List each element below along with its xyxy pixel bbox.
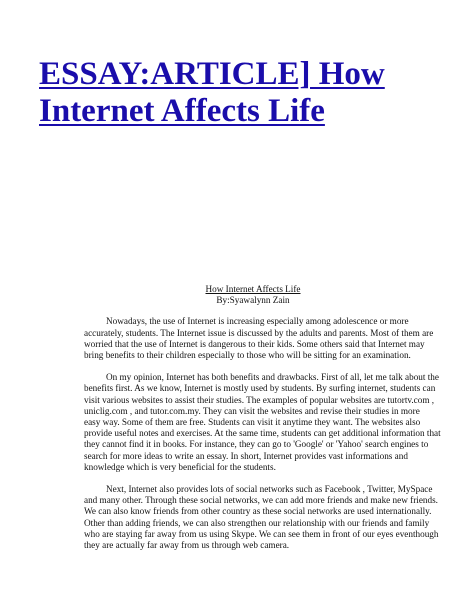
document-byline: By:Syawalynn Zain (216, 295, 290, 306)
document-title: How Internet Affects Life (205, 284, 301, 294)
paragraph-line: uniclig.com , and tutor.com.my. They can visit the websites and revise their studies in more (84, 405, 420, 416)
article-headline (39, 56, 459, 130)
paragraph-line: easy way. Some of them are free. Students can visit it anytime they want. The websites also (84, 417, 421, 428)
paragraph-line: search for more ideas to write an essay. In short, Internet provides vast informations and (84, 450, 408, 461)
headline-line-2: Internet Affects Life (39, 93, 325, 129)
headline-link[interactable] (39, 56, 459, 130)
paragraph-line: On my opinion, Internet has both benefits and drawbacks. First of all, let me talk about the (106, 372, 439, 383)
paragraph-line: provide useful notes and exercises. At the same time, students can get additional information that (84, 428, 441, 439)
document-header (84, 284, 422, 306)
headline-line-1: ESSAY:ARTICLE] How (39, 56, 385, 92)
paragraph-line: Next, Internet also provides lots of social networks such as Facebook , Twitter, MySpace (106, 484, 433, 495)
paragraph-line: worried that the use of Internet is dangerous to their kids. Some others said that Internet may (84, 338, 425, 349)
document-body (84, 284, 441, 562)
paragraph-1 (84, 316, 434, 361)
paragraph-line: Nowadays, the use of Internet is increasing especially among adolescence or more (106, 316, 409, 327)
paragraph-line: knowledge which is very beneficial for the students. (84, 461, 276, 472)
paragraph-line: We can also know friends from other country as these social networks are used internationally. (84, 506, 432, 517)
paragraph-line: benefits first. As we know, Internet is mostly used by students. By surfing internet, students can (84, 383, 436, 394)
paragraph-line: who are staying far away from us using Skype. We can see them in front of our eyes eventhough (84, 528, 439, 539)
paragraph-line: accurately, students. The Internet issue is discussed by the adults and parents. Most of them are (84, 327, 434, 338)
paragraph-2 (84, 372, 441, 473)
paragraph-line: visit various websites to assist their studies. The examples of popular websites are tutortv.com , (84, 394, 435, 405)
paragraph-line: they cannot find it in books. For instance, they can go to 'Google' or 'Yahoo' search engines to (84, 439, 429, 450)
paragraph-line: and many other. Through these social networks, we can add more friends and make new friends. (84, 495, 438, 506)
paragraph-line: bring benefits to their children especially to those who will be sitting for an examination. (84, 350, 411, 361)
paragraph-line: Other than adding friends, we can also strengthen our relationship with our friends and family (84, 517, 430, 528)
paragraph-3 (84, 484, 439, 551)
paragraph-line: they are actually far away from us through web camera. (84, 540, 290, 551)
